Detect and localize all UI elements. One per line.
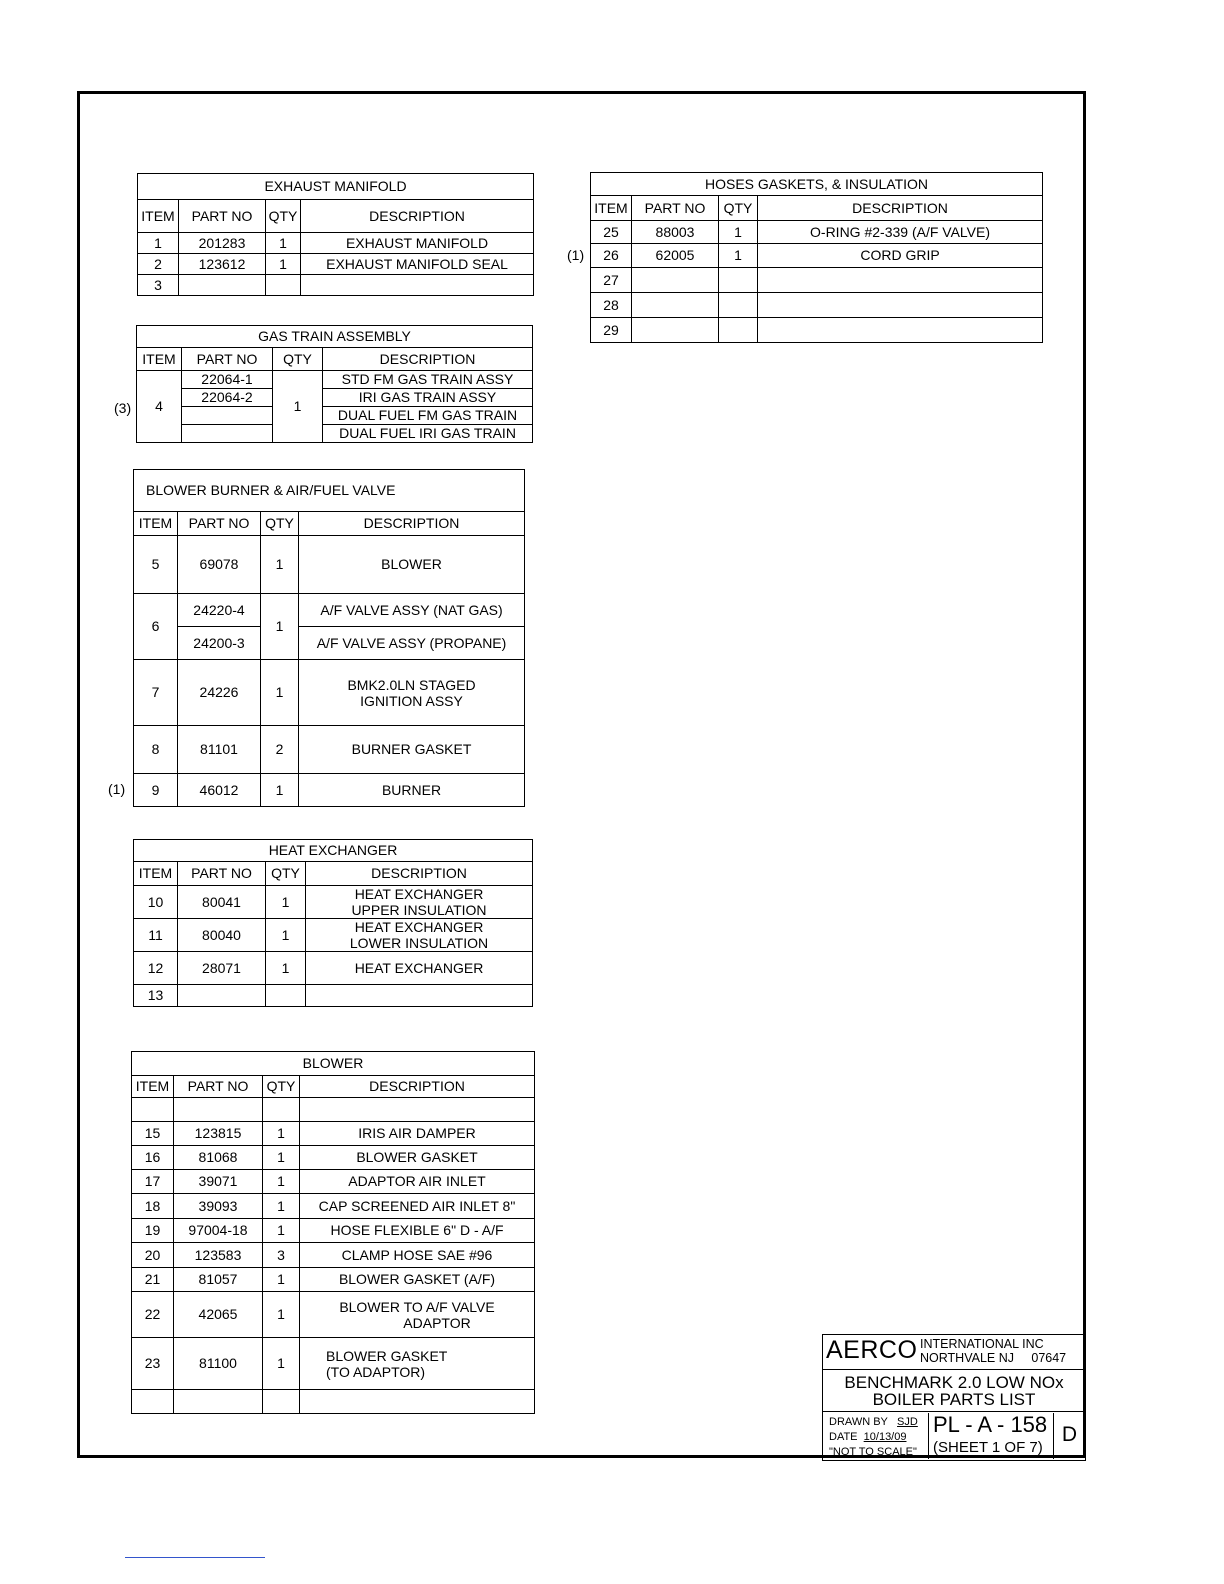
part-cell: 22064-1 (182, 371, 273, 389)
revision-letter: D (1061, 1423, 1078, 1446)
header-item: ITEM (134, 512, 178, 536)
desc-cell: BLOWER GASKET (300, 1146, 535, 1170)
table-row (132, 1338, 535, 1390)
item-cell: 16 (132, 1146, 174, 1170)
part-cell: 24220-4 (178, 594, 261, 627)
table-row (132, 1268, 535, 1292)
table-row (132, 1122, 535, 1146)
desc-line: HEAT EXCHANGER (354, 886, 484, 902)
table-row (591, 293, 1043, 318)
date-value: 10/13/09 (863, 1431, 907, 1443)
qty-cell (266, 275, 301, 296)
table-row (137, 389, 533, 407)
desc-cell: CLAMP HOSE SAE #96 (300, 1243, 535, 1268)
drawing-title-line-2: BOILER PARTS LIST (872, 1390, 1036, 1409)
qty-cell: 3 (263, 1243, 300, 1268)
item-cell: 6 (134, 594, 178, 660)
exhaust-manifold-table (137, 173, 534, 296)
qty-cell: 1 (263, 1292, 300, 1338)
header-part-no: PART NO (174, 1076, 263, 1098)
desc-cell: EXHAUST MANIFOLD (301, 233, 534, 254)
part-cell: 81101 (178, 726, 261, 774)
desc-line: BLOWER GASKET (326, 1347, 448, 1364)
part-cell: 28071 (178, 952, 266, 985)
desc-cell: BLOWER GASKET (A/F) (300, 1268, 535, 1292)
table-row (132, 1219, 535, 1243)
desc-cell: IRIS AIR DAMPER (300, 1122, 535, 1146)
desc-cell: CORD GRIP (758, 244, 1043, 268)
item-cell: 15 (132, 1122, 174, 1146)
qty-cell: 1 (263, 1194, 300, 1219)
table-row (134, 985, 533, 1007)
part-cell: 123583 (174, 1243, 263, 1268)
part-cell: 24200-3 (178, 627, 261, 660)
blower-table (131, 1051, 535, 1414)
drawn-by-label: DRAWN BY (829, 1416, 888, 1428)
scale-note: "NOT TO SCALE" (829, 1446, 917, 1458)
company-address-line-2: NORTHVALE NJ 07647 (920, 1351, 1067, 1365)
desc-cell (758, 318, 1043, 343)
item-cell: 11 (134, 919, 178, 952)
qty-cell: 1 (266, 886, 306, 919)
item-cell: 8 (134, 726, 178, 774)
desc-line: BMK2.0LN STAGED (347, 676, 476, 693)
desc-cell: BLOWER (299, 536, 525, 594)
item-cell: 1 (138, 233, 179, 254)
item-cell: 3 (138, 275, 179, 296)
table-row (134, 660, 525, 726)
table-row (591, 318, 1043, 343)
drawing-title (823, 1370, 1085, 1412)
qty-cell: 1 (261, 594, 299, 660)
desc-cell: HEAT EXCHANGER (306, 952, 533, 985)
header-description: DESCRIPTION (306, 862, 533, 886)
header-description: DESCRIPTION (301, 200, 534, 233)
header-part-no: PART NO (178, 862, 266, 886)
qty-cell: 1 (263, 1219, 300, 1243)
header-description: DESCRIPTION (300, 1076, 535, 1098)
desc-line: UPPER INSULATION (351, 902, 487, 918)
drawing-number: PL - A - 158 (933, 1412, 1048, 1437)
table-row (134, 952, 533, 985)
table-row (591, 244, 1043, 268)
desc-cell: ADAPTOR AIR INLET (300, 1170, 535, 1194)
qty-cell: 1 (263, 1146, 300, 1170)
item-cell: 17 (132, 1170, 174, 1194)
qty-cell: 1 (719, 244, 758, 268)
item-cell: 18 (132, 1194, 174, 1219)
blower-burner-table (133, 469, 525, 807)
desc-cell: BURNER (299, 774, 525, 807)
qty-cell: 1 (266, 254, 301, 275)
note-marker: (1) (108, 781, 126, 797)
table-row (134, 774, 525, 807)
header-description: DESCRIPTION (323, 348, 533, 371)
part-cell: 123815 (174, 1122, 263, 1146)
desc-cell (299, 660, 525, 726)
part-cell: 62005 (632, 244, 719, 268)
desc-cell (306, 919, 533, 952)
desc-line: LOWER INSULATION (349, 935, 489, 951)
header-qty: QTY (273, 348, 323, 371)
item-cell: 25 (591, 221, 632, 244)
table-row (137, 371, 533, 389)
part-cell: 81068 (174, 1146, 263, 1170)
table-row (132, 1194, 535, 1219)
drawn-by-value: SJD (897, 1416, 918, 1428)
header-qty: QTY (261, 512, 299, 536)
drawn-by-row (829, 1415, 928, 1430)
part-cell (182, 407, 273, 425)
date-label: DATE (829, 1431, 858, 1443)
table-row (138, 275, 534, 296)
item-cell: 19 (132, 1219, 174, 1243)
drawing-number-block (930, 1413, 1054, 1459)
header-part-no: PART NO (632, 196, 719, 221)
table-row (134, 627, 525, 660)
title-block (822, 1334, 1086, 1461)
header-item: ITEM (132, 1076, 174, 1098)
desc-cell (758, 293, 1043, 318)
item-cell: 27 (591, 268, 632, 293)
desc-cell: IRI GAS TRAIN ASSY (323, 389, 533, 407)
table-row (591, 268, 1043, 293)
part-cell: 80040 (178, 919, 266, 952)
drawing-title-line-1: BENCHMARK 2.0 LOW NOx (844, 1373, 1064, 1392)
qty-cell: 1 (266, 233, 301, 254)
part-cell: 81057 (174, 1268, 263, 1292)
table-title: HOSES GASKETS, & INSULATION (591, 173, 1043, 196)
header-description: DESCRIPTION (299, 512, 525, 536)
header-item: ITEM (591, 196, 632, 221)
table-title: GAS TRAIN ASSEMBLY (137, 326, 533, 348)
part-cell: 24226 (178, 660, 261, 726)
qty-cell: 1 (263, 1122, 300, 1146)
table-row (137, 425, 533, 443)
desc-line: (TO ADAPTOR) (326, 1363, 426, 1380)
desc-cell: A/F VALVE ASSY (PROPANE) (299, 627, 525, 660)
table-title: BLOWER BURNER & AIR/FUEL VALVE (134, 470, 525, 512)
qty-cell: 1 (273, 371, 323, 443)
note-marker: (3) (114, 400, 132, 416)
company-address-line-1: INTERNATIONAL INC (920, 1337, 1044, 1351)
item-cell: 26 (591, 244, 632, 268)
desc-cell (300, 1292, 535, 1338)
part-cell: 201283 (179, 233, 266, 254)
table-row (132, 1390, 535, 1414)
item-cell: 22 (132, 1292, 174, 1338)
qty-cell: 1 (719, 221, 758, 244)
qty-cell (719, 293, 758, 318)
qty-cell (719, 268, 758, 293)
desc-cell: BURNER GASKET (299, 726, 525, 774)
desc-cell: O-RING #2-339 (A/F VALVE) (758, 221, 1043, 244)
part-cell: 39071 (174, 1170, 263, 1194)
item-cell: 7 (134, 660, 178, 726)
desc-cell: EXHAUST MANIFOLD SEAL (301, 254, 534, 275)
qty-cell (266, 985, 306, 1007)
qty-cell: 1 (263, 1268, 300, 1292)
table-title: BLOWER (132, 1052, 535, 1076)
company-logo: AERCO (826, 1336, 918, 1364)
desc-cell: STD FM GAS TRAIN ASSY (323, 371, 533, 389)
header-qty: QTY (266, 862, 306, 886)
part-cell (178, 985, 266, 1007)
header-part-no: PART NO (178, 512, 261, 536)
date-row (829, 1430, 928, 1445)
part-cell (632, 293, 719, 318)
table-row (134, 886, 533, 919)
part-cell: 42065 (174, 1292, 263, 1338)
table-title: EXHAUST MANIFOLD (138, 174, 534, 200)
desc-cell: CAP SCREENED AIR INLET 8" (300, 1194, 535, 1219)
header-qty: QTY (263, 1076, 300, 1098)
table-row (134, 594, 525, 627)
part-cell: 46012 (178, 774, 261, 807)
item-cell: 2 (138, 254, 179, 275)
part-cell (179, 275, 266, 296)
part-cell: 69078 (178, 536, 261, 594)
desc-cell: HOSE FLEXIBLE 6" D - A/F (300, 1219, 535, 1243)
item-cell: 4 (137, 371, 182, 443)
item-cell: 12 (134, 952, 178, 985)
table-row (132, 1146, 535, 1170)
item-cell: 13 (134, 985, 178, 1007)
desc-cell (301, 275, 534, 296)
part-cell: 22064-2 (182, 389, 273, 407)
header-description: DESCRIPTION (758, 196, 1043, 221)
header-qty: QTY (266, 200, 301, 233)
qty-cell: 1 (261, 774, 299, 807)
header-item: ITEM (134, 862, 178, 886)
hoses-gaskets-table (590, 172, 1043, 343)
desc-cell (300, 1338, 535, 1390)
desc-cell (306, 886, 533, 919)
part-cell: 81100 (174, 1338, 263, 1390)
heat-exchanger-table (133, 839, 533, 1007)
part-cell: 39093 (174, 1194, 263, 1219)
qty-cell: 1 (266, 919, 306, 952)
part-cell (632, 268, 719, 293)
part-cell (632, 318, 719, 343)
table-row (137, 407, 533, 425)
desc-line: BLOWER TO A/F VALVE (339, 1298, 495, 1315)
desc-cell: A/F VALVE ASSY (NAT GAS) (299, 594, 525, 627)
qty-cell: 1 (261, 660, 299, 726)
qty-cell: 1 (263, 1338, 300, 1390)
item-cell: 28 (591, 293, 632, 318)
desc-line: HEAT EXCHANGER (354, 919, 484, 935)
sheet-number: (SHEET 1 OF 7) (933, 1439, 1043, 1456)
item-cell: 23 (132, 1338, 174, 1390)
item-cell: 29 (591, 318, 632, 343)
part-cell: 80041 (178, 886, 266, 919)
table-row (132, 1170, 535, 1194)
company-row (823, 1335, 1085, 1370)
table-row (132, 1098, 535, 1122)
desc-cell (306, 985, 533, 1007)
item-cell: 20 (132, 1243, 174, 1268)
table-row (134, 726, 525, 774)
table-row (132, 1292, 535, 1338)
part-cell: 97004-18 (174, 1219, 263, 1243)
part-cell: 88003 (632, 221, 719, 244)
part-cell (182, 425, 273, 443)
qty-cell: 2 (261, 726, 299, 774)
table-title: HEAT EXCHANGER (134, 840, 533, 862)
desc-cell: DUAL FUEL FM GAS TRAIN (323, 407, 533, 425)
table-row (134, 536, 525, 594)
header-part-no: PART NO (179, 200, 266, 233)
header-item: ITEM (137, 348, 182, 371)
table-row (138, 254, 534, 275)
drawn-by-block (823, 1413, 929, 1459)
desc-line: IGNITION ASSY (360, 692, 463, 709)
item-cell: 5 (134, 536, 178, 594)
part-cell: 123612 (179, 254, 266, 275)
item-cell: 10 (134, 886, 178, 919)
item-cell: 9 (134, 774, 178, 807)
footer-line (125, 1557, 265, 1558)
table-row (132, 1243, 535, 1268)
desc-cell: DUAL FUEL IRI GAS TRAIN (323, 425, 533, 443)
table-row (138, 233, 534, 254)
desc-line: ADAPTOR (403, 1314, 471, 1331)
header-item: ITEM (138, 200, 179, 233)
qty-cell: 1 (263, 1170, 300, 1194)
gas-train-table (136, 325, 533, 443)
qty-cell: 1 (261, 536, 299, 594)
table-row (134, 919, 533, 952)
header-part-no: PART NO (182, 348, 273, 371)
note-marker: (1) (567, 247, 585, 263)
item-cell: 21 (132, 1268, 174, 1292)
header-qty: QTY (719, 196, 758, 221)
qty-cell: 1 (266, 952, 306, 985)
desc-cell (758, 268, 1043, 293)
qty-cell (719, 318, 758, 343)
table-row (591, 221, 1043, 244)
